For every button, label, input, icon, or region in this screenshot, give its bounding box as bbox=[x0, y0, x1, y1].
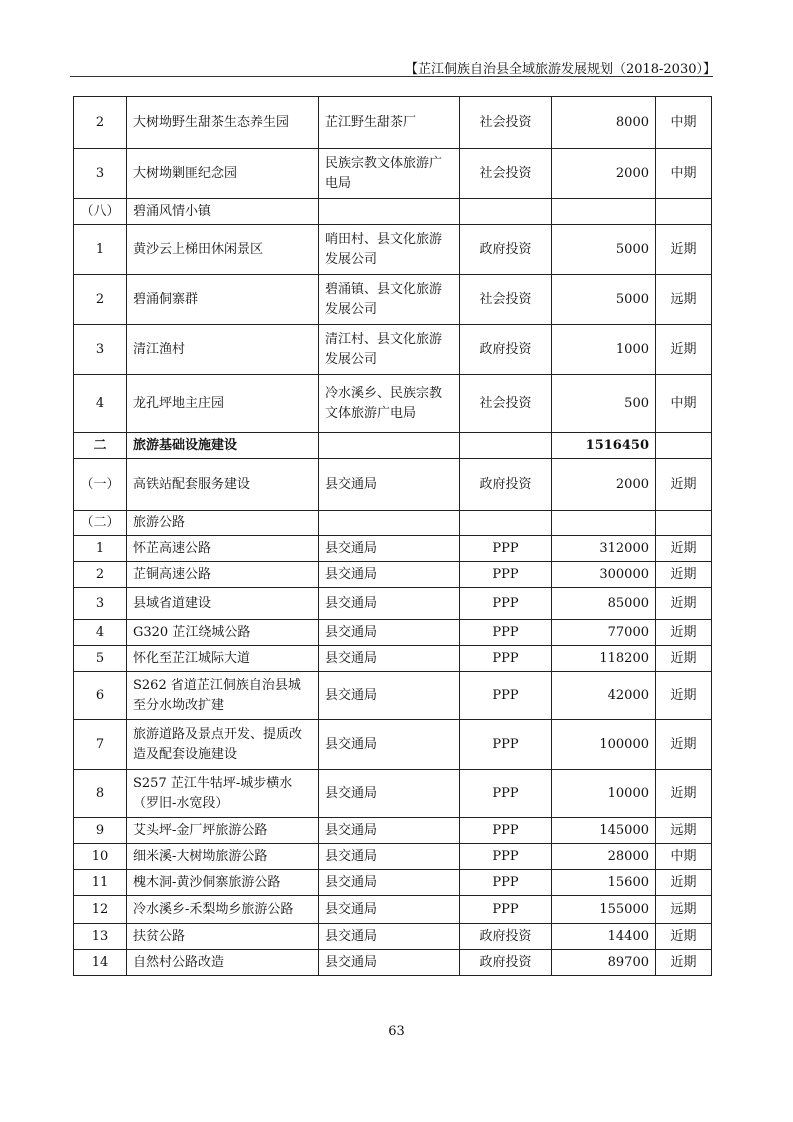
project-name: 黄沙云上梯田休闲景区 bbox=[127, 225, 319, 275]
investment-amount: 8000 bbox=[552, 97, 656, 149]
investment-mode: 政府投资 bbox=[460, 924, 552, 950]
investment-mode bbox=[460, 511, 552, 536]
investment-mode: 社会投资 bbox=[460, 275, 552, 325]
construction-period bbox=[656, 199, 712, 225]
investment-amount: 300000 bbox=[552, 562, 656, 588]
header-rule bbox=[70, 76, 713, 77]
responsible-unit: 县交通局 bbox=[319, 536, 460, 562]
table-row bbox=[74, 770, 712, 818]
investment-amount: 145000 bbox=[552, 818, 656, 844]
investment-mode: 政府投资 bbox=[460, 225, 552, 275]
project-name: 细米溪-大树坳旅游公路 bbox=[127, 844, 319, 870]
investment-amount: 2000 bbox=[552, 459, 656, 511]
row-number: 1 bbox=[74, 225, 127, 275]
responsible-unit: 清江村、县文化旅游发展公司 bbox=[319, 325, 460, 375]
row-number: （一） bbox=[74, 459, 127, 511]
table-row bbox=[74, 225, 712, 275]
project-name: 大树坳剿匪纪念园 bbox=[127, 149, 319, 199]
responsible-unit: 哨田村、县文化旅游发展公司 bbox=[319, 225, 460, 275]
row-number: 9 bbox=[74, 818, 127, 844]
row-number: 8 bbox=[74, 770, 127, 818]
investment-mode bbox=[460, 199, 552, 225]
investment-amount: 155000 bbox=[552, 896, 656, 924]
construction-period: 远期 bbox=[656, 896, 712, 924]
responsible-unit: 县交通局 bbox=[319, 620, 460, 646]
responsible-unit: 冷水溪乡、民族宗教文体旅游广电局 bbox=[319, 375, 460, 433]
construction-period: 近期 bbox=[656, 646, 712, 672]
row-number: 10 bbox=[74, 844, 127, 870]
responsible-unit: 县交通局 bbox=[319, 896, 460, 924]
investment-amount: 500 bbox=[552, 375, 656, 433]
construction-period bbox=[656, 433, 712, 459]
responsible-unit: 民族宗教文体旅游广电局 bbox=[319, 149, 460, 199]
project-name: 怀芷高速公路 bbox=[127, 536, 319, 562]
project-name: 旅游基础设施建设 bbox=[127, 433, 319, 459]
investment-mode: PPP bbox=[460, 672, 552, 720]
row-number: 13 bbox=[74, 924, 127, 950]
construction-period: 近期 bbox=[656, 562, 712, 588]
construction-period: 中期 bbox=[656, 149, 712, 199]
project-name: 怀化至芷江城际大道 bbox=[127, 646, 319, 672]
construction-period: 近期 bbox=[656, 870, 712, 896]
responsible-unit bbox=[319, 433, 460, 459]
responsible-unit: 县交通局 bbox=[319, 672, 460, 720]
row-number: 二 bbox=[74, 433, 127, 459]
table-row bbox=[74, 97, 712, 149]
construction-period: 远期 bbox=[656, 818, 712, 844]
investment-amount: 2000 bbox=[552, 149, 656, 199]
investment-mode: 政府投资 bbox=[460, 325, 552, 375]
investment-amount: 28000 bbox=[552, 844, 656, 870]
investment-mode: PPP bbox=[460, 536, 552, 562]
responsible-unit: 县交通局 bbox=[319, 818, 460, 844]
row-number: 11 bbox=[74, 870, 127, 896]
row-number: 3 bbox=[74, 588, 127, 620]
responsible-unit: 县交通局 bbox=[319, 924, 460, 950]
investment-mode: PPP bbox=[460, 896, 552, 924]
investment-mode: PPP bbox=[460, 844, 552, 870]
project-name: S262 省道芷江侗族自治县城至分水坳改扩建 bbox=[127, 672, 319, 720]
investment-amount: 118200 bbox=[552, 646, 656, 672]
responsible-unit: 碧涌镇、县文化旅游发展公司 bbox=[319, 275, 460, 325]
row-number: 14 bbox=[74, 950, 127, 976]
project-name: 旅游公路 bbox=[127, 511, 319, 536]
table-row bbox=[74, 620, 712, 646]
investment-amount bbox=[552, 199, 656, 225]
responsible-unit: 县交通局 bbox=[319, 646, 460, 672]
row-number: 3 bbox=[74, 325, 127, 375]
responsible-unit: 县交通局 bbox=[319, 459, 460, 511]
table-row bbox=[74, 870, 712, 896]
responsible-unit: 芷江野生甜茶厂 bbox=[319, 97, 460, 149]
construction-period: 近期 bbox=[656, 588, 712, 620]
table-row bbox=[74, 818, 712, 844]
investment-amount: 1000 bbox=[552, 325, 656, 375]
investment-amount: 100000 bbox=[552, 720, 656, 770]
table-row bbox=[74, 950, 712, 976]
table-row bbox=[74, 588, 712, 620]
page-number: 63 bbox=[388, 1024, 405, 1039]
table-row bbox=[74, 646, 712, 672]
construction-period: 近期 bbox=[656, 459, 712, 511]
investment-amount: 1516450 bbox=[552, 433, 656, 459]
investment-mode: 社会投资 bbox=[460, 375, 552, 433]
investment-mode: 政府投资 bbox=[460, 950, 552, 976]
investment-mode bbox=[460, 433, 552, 459]
row-number: 12 bbox=[74, 896, 127, 924]
construction-period: 近期 bbox=[656, 720, 712, 770]
investment-amount: 312000 bbox=[552, 536, 656, 562]
table-row bbox=[74, 199, 712, 225]
investment-amount: 10000 bbox=[552, 770, 656, 818]
table-row bbox=[74, 720, 712, 770]
project-name: 碧涌侗寨群 bbox=[127, 275, 319, 325]
construction-period: 中期 bbox=[656, 97, 712, 149]
table-row bbox=[74, 672, 712, 720]
row-number: 1 bbox=[74, 536, 127, 562]
project-name: G320 芷江绕城公路 bbox=[127, 620, 319, 646]
row-number: 2 bbox=[74, 562, 127, 588]
table-row bbox=[74, 433, 712, 459]
investment-mode: PPP bbox=[460, 720, 552, 770]
project-name: 冷水溪乡-禾梨坳乡旅游公路 bbox=[127, 896, 319, 924]
table-row bbox=[74, 844, 712, 870]
project-name: 清江渔村 bbox=[127, 325, 319, 375]
running-header: 【芷江侗族自治县全域旅游发展规划（2018-2030）】 bbox=[404, 62, 716, 77]
project-name: 碧涌风情小镇 bbox=[127, 199, 319, 225]
project-name: 槐木洞-黄沙侗寨旅游公路 bbox=[127, 870, 319, 896]
investment-mode: 政府投资 bbox=[460, 459, 552, 511]
project-name: 扶贫公路 bbox=[127, 924, 319, 950]
construction-period: 近期 bbox=[656, 536, 712, 562]
investment-mode: PPP bbox=[460, 870, 552, 896]
table-row bbox=[74, 325, 712, 375]
table-row bbox=[74, 459, 712, 511]
construction-period: 中期 bbox=[656, 844, 712, 870]
row-number: （八） bbox=[74, 199, 127, 225]
investment-amount: 77000 bbox=[552, 620, 656, 646]
investment-amount: 85000 bbox=[552, 588, 656, 620]
investment-amount bbox=[552, 511, 656, 536]
row-number: 5 bbox=[74, 646, 127, 672]
table-row bbox=[74, 896, 712, 924]
project-name: 县域省道建设 bbox=[127, 588, 319, 620]
investment-table bbox=[73, 96, 712, 976]
table-row bbox=[74, 562, 712, 588]
responsible-unit: 县交通局 bbox=[319, 870, 460, 896]
table-row bbox=[74, 275, 712, 325]
project-name: 大树坳野生甜茶生态养生园 bbox=[127, 97, 319, 149]
construction-period: 近期 bbox=[656, 950, 712, 976]
row-number: 4 bbox=[74, 620, 127, 646]
project-name: 旅游道路及景点开发、提质改造及配套设施建设 bbox=[127, 720, 319, 770]
responsible-unit: 县交通局 bbox=[319, 950, 460, 976]
investment-mode: 社会投资 bbox=[460, 149, 552, 199]
row-number: （二） bbox=[74, 511, 127, 536]
table-row bbox=[74, 511, 712, 536]
investment-mode: PPP bbox=[460, 562, 552, 588]
row-number: 6 bbox=[74, 672, 127, 720]
investment-amount: 5000 bbox=[552, 275, 656, 325]
table-row bbox=[74, 375, 712, 433]
responsible-unit: 县交通局 bbox=[319, 588, 460, 620]
responsible-unit: 县交通局 bbox=[319, 562, 460, 588]
project-name: 芷铜高速公路 bbox=[127, 562, 319, 588]
investment-amount: 42000 bbox=[552, 672, 656, 720]
row-number: 4 bbox=[74, 375, 127, 433]
responsible-unit bbox=[319, 511, 460, 536]
construction-period: 近期 bbox=[656, 924, 712, 950]
responsible-unit: 县交通局 bbox=[319, 844, 460, 870]
investment-amount: 14400 bbox=[552, 924, 656, 950]
row-number: 3 bbox=[74, 149, 127, 199]
construction-period: 近期 bbox=[656, 770, 712, 818]
project-name: 艾头坪-金厂坪旅游公路 bbox=[127, 818, 319, 844]
project-name: S257 芷江牛牯坪-城步横水（罗旧-水宽段） bbox=[127, 770, 319, 818]
table-row bbox=[74, 536, 712, 562]
construction-period: 近期 bbox=[656, 620, 712, 646]
investment-mode: 社会投资 bbox=[460, 97, 552, 149]
construction-period: 近期 bbox=[656, 672, 712, 720]
construction-period: 近期 bbox=[656, 225, 712, 275]
investment-amount: 15600 bbox=[552, 870, 656, 896]
investment-mode: PPP bbox=[460, 770, 552, 818]
row-number: 2 bbox=[74, 275, 127, 325]
investment-amount: 89700 bbox=[552, 950, 656, 976]
construction-period bbox=[656, 511, 712, 536]
responsible-unit: 县交通局 bbox=[319, 720, 460, 770]
investment-amount: 5000 bbox=[552, 225, 656, 275]
project-name: 自然村公路改造 bbox=[127, 950, 319, 976]
responsible-unit: 县交通局 bbox=[319, 770, 460, 818]
construction-period: 中期 bbox=[656, 375, 712, 433]
responsible-unit bbox=[319, 199, 460, 225]
investment-mode: PPP bbox=[460, 646, 552, 672]
investment-mode: PPP bbox=[460, 588, 552, 620]
project-name: 高铁站配套服务建设 bbox=[127, 459, 319, 511]
table-row bbox=[74, 924, 712, 950]
project-name: 龙孔坪地主庄园 bbox=[127, 375, 319, 433]
row-number: 2 bbox=[74, 97, 127, 149]
investment-mode: PPP bbox=[460, 620, 552, 646]
construction-period: 远期 bbox=[656, 275, 712, 325]
row-number: 7 bbox=[74, 720, 127, 770]
table-row bbox=[74, 149, 712, 199]
investment-mode: PPP bbox=[460, 818, 552, 844]
construction-period: 近期 bbox=[656, 325, 712, 375]
